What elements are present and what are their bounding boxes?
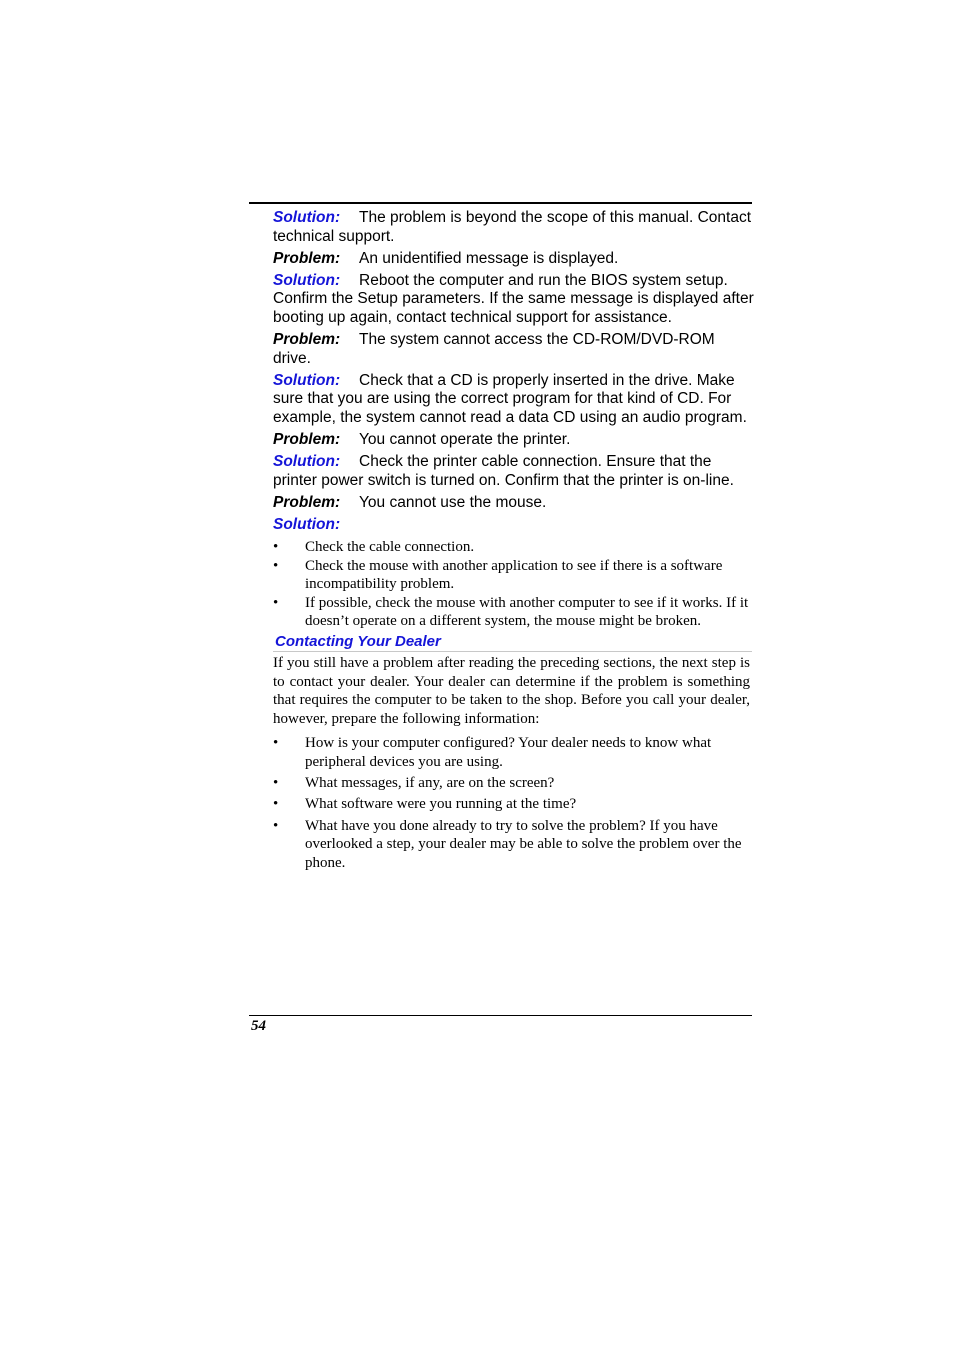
problem-entry [273,250,755,269]
page-content [273,209,755,875]
solution-label: Solution: [273,371,341,389]
solution-entry [273,372,755,428]
problem-label: Problem: [273,431,341,449]
solution-label: Solution: [273,209,341,226]
solution-text: Check the printer cable connection. Ensure that the printer power switch is turned on. Confirm that the printer is on-line. [273,453,734,489]
bullet-icon: • [273,796,279,813]
problem-text: You cannot use the mouse. [359,493,547,511]
bullet-icon: • [273,735,279,752]
bullet-icon: • [273,817,279,834]
problem-label: Problem: [273,493,341,511]
list-item-text: If possible, check the mouse with another computer to see if it works. If it doesn’t operate on a different system, the mouse might be broken. [305,594,749,630]
list-item-text: Check the mouse with another application to see if there is a software incompatibility problem. [305,557,723,593]
dealer-info-list [273,734,755,872]
list-item-text: How is your computer configured? Your dealer needs to know what peripheral devices you are using. [305,735,712,770]
problem-text: The system cannot access the CD-ROM/DVD-ROM drive. [273,331,715,367]
problem-text: You cannot operate the printer. [359,431,571,449]
bullet-icon: • [273,775,279,792]
list-item [273,594,755,631]
solution-entry [273,209,755,246]
list-item-text: Check the cable connection. [305,539,475,555]
solution-label: Solution: [273,271,341,289]
solution-text: The problem is beyond the scope of this manual. Contact technical support. [273,209,752,245]
list-item-text: What have you done already to try to solve the problem? If you have overlooked a step, your dealer may be able to solve the problem over the phone. [305,817,742,871]
list-item [273,795,755,814]
solution-entry [273,272,755,328]
problem-label: Problem: [273,331,341,349]
solution-entry [273,516,755,535]
solution-label: Solution: [273,453,341,471]
section-heading-rule [273,651,752,652]
problem-text: An unidentified message is displayed. [359,249,619,267]
list-item-text: What messages, if any, are on the screen? [305,775,555,792]
solution-text: Reboot the computer and run the BIOS system setup. Confirm the Setup parameters. If the same message is displayed after booting up again, contact technical support for assistance. [273,271,754,326]
section-intro: If you still have a problem after reading the preceding sections, the next step is to contact your dealer. Your dealer can determine if the problem is something that requires the computer to be taken to the shop. Before you call your dealer, however, prepare the following information: [273,654,750,727]
problem-entry [273,494,755,513]
problem-entry [273,331,755,368]
bullet-icon: • [273,539,279,555]
list-item [273,817,755,873]
section-heading: Contacting Your Dealer [275,632,441,650]
list-item [273,557,755,594]
solution-text: Check that a CD is properly inserted in the drive. Make sure that you are using the correct program for that kind of CD. For example, the system cannot read a data CD using an audio program. [273,371,747,426]
header-rule [249,202,752,204]
mouse-solution-list [273,538,755,631]
bullet-icon: • [273,594,279,611]
solution-label: Solution: [273,515,341,533]
list-item [273,774,755,793]
problem-label: Problem: [273,249,341,267]
list-item-text: What software were you running at the time? [305,796,577,813]
page-number: 54 [251,1018,266,1034]
list-item [273,538,755,557]
problem-entry [273,431,755,450]
footer-rule [249,1015,752,1016]
bullet-icon: • [273,557,279,574]
solution-entry [273,453,755,490]
list-item [273,734,755,771]
